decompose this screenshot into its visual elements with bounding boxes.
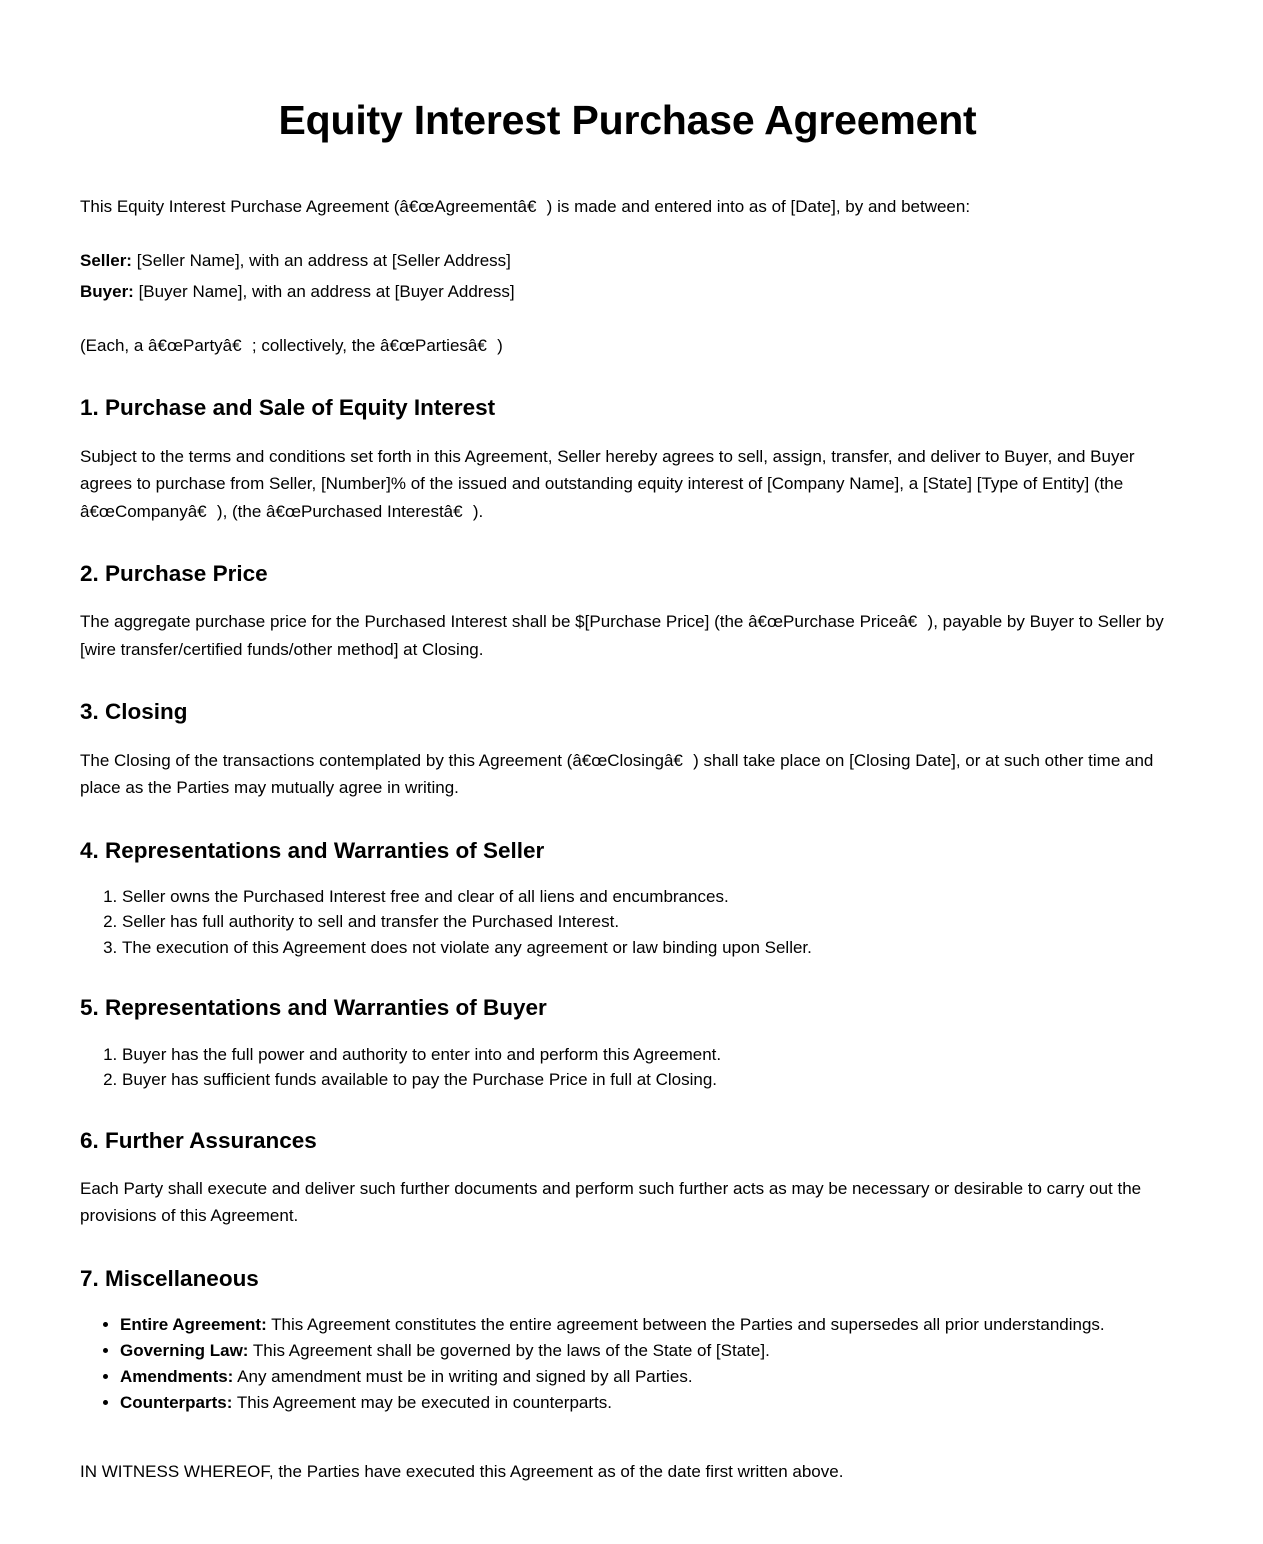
list-item xyxy=(120,1339,1175,1363)
section-body-6: Each Party shall execute and deliver such further documents and perform such further acts as may be necessary or desirable to carry out the provisions of this Agreement. xyxy=(80,1178,1142,1226)
list-item xyxy=(120,1313,1175,1337)
seller-label: Seller: xyxy=(80,250,132,270)
section-heading-5: 5. Representations and Warranties of Buyer xyxy=(80,995,547,1021)
parties-block xyxy=(80,247,1175,306)
list-item-term: Governing Law: xyxy=(120,1341,249,1361)
witness-paragraph: IN WITNESS WHEREOF, the Parties have executed this Agreement as of the date first written above. xyxy=(80,1461,844,1481)
list-item-term: Amendments: xyxy=(120,1367,234,1387)
party-definition-paragraph: (Each, a â€œPartyâ€; collectively, the â€œPartiesâ€) xyxy=(80,335,503,355)
section-heading-7: 7. Miscellaneous xyxy=(80,1265,259,1291)
section-body-2: The aggregate purchase price for the Purchased Interest shall be $[Purchase Price] (the â€œPurchase Priceâ€), payable by Buyer to Seller by [wire transfer/certified funds/other method] at Closing. xyxy=(80,612,1164,659)
list-item: 2. Buyer has sufficient funds available to pay the Purchase Price in full at Closing. xyxy=(122,1068,1175,1091)
list-item-text: This Agreement shall be governed by the laws of the State of [State]. xyxy=(248,1341,770,1361)
list-item: 1. Seller owns the Purchased Interest free and clear of all liens and encumbrances. xyxy=(122,885,1175,908)
buyer-line xyxy=(80,278,1175,306)
list-item xyxy=(120,1365,1175,1389)
list-item: 2. Seller has full authority to sell and transfer the Purchased Interest. xyxy=(122,910,1175,933)
section-heading-4: 4. Representations and Warranties of Seller xyxy=(80,837,545,863)
seller-line xyxy=(80,247,1175,275)
buyer-value: [Buyer Name], with an address at [Buyer Address] xyxy=(133,282,515,302)
list-item xyxy=(120,1391,1175,1415)
buyer-representations-list xyxy=(80,1043,1175,1092)
buyer-label: Buyer: xyxy=(80,282,134,302)
list-item-term: Counterparts: xyxy=(120,1393,233,1413)
section-heading-6: 6. Further Assurances xyxy=(80,1127,317,1153)
list-item: 1. Buyer has the full power and authority to enter into and perform this Agreement. xyxy=(122,1043,1175,1066)
section-body-3: The Closing of the transactions contemplated by this Agreement (â€œClosingâ€) shall take place on [Closing Date], or at such other time and place as the Parties may mutually agree in writing. xyxy=(80,750,1154,798)
section-body-1: Subject to the terms and conditions set forth in this Agreement, Seller hereby agrees to sell, assign, transfer, and deliver to Buyer, and Buyer agrees to purchase from Seller, [Number]% of the issued and outstanding equity interest of [Company Name], a [State] [Type of Entity] (the â€œCompanyâ€), (the â€œPurchased Interestâ€). xyxy=(80,446,1135,521)
list-item-text: This Agreement may be executed in counterparts. xyxy=(232,1393,612,1413)
intro-paragraph: This Equity Interest Purchase Agreement (â€œAgreementâ€) is made and entered into as of [Date], by and between: xyxy=(80,197,971,217)
seller-representations-list xyxy=(80,885,1175,959)
section-heading-1: 1. Purchase and Sale of Equity Interest xyxy=(80,395,496,421)
seller-value: [Seller Name], with an address at [Seller Address] xyxy=(131,250,511,270)
page-title: Equity Interest Purchase Agreement xyxy=(278,97,977,143)
miscellaneous-list xyxy=(80,1313,1175,1416)
list-item-text: Any amendment must be in writing and signed by all Parties. xyxy=(233,1367,693,1387)
list-item-term: Entire Agreement: xyxy=(120,1315,267,1335)
section-heading-3: 3. Closing xyxy=(80,699,188,725)
list-item-text: This Agreement constitutes the entire agreement between the Parties and supersedes all prior understandings. xyxy=(266,1315,1105,1335)
section-heading-2: 2. Purchase Price xyxy=(80,561,268,587)
list-item: 3. The execution of this Agreement does not violate any agreement or law binding upon Seller. xyxy=(122,936,1175,959)
